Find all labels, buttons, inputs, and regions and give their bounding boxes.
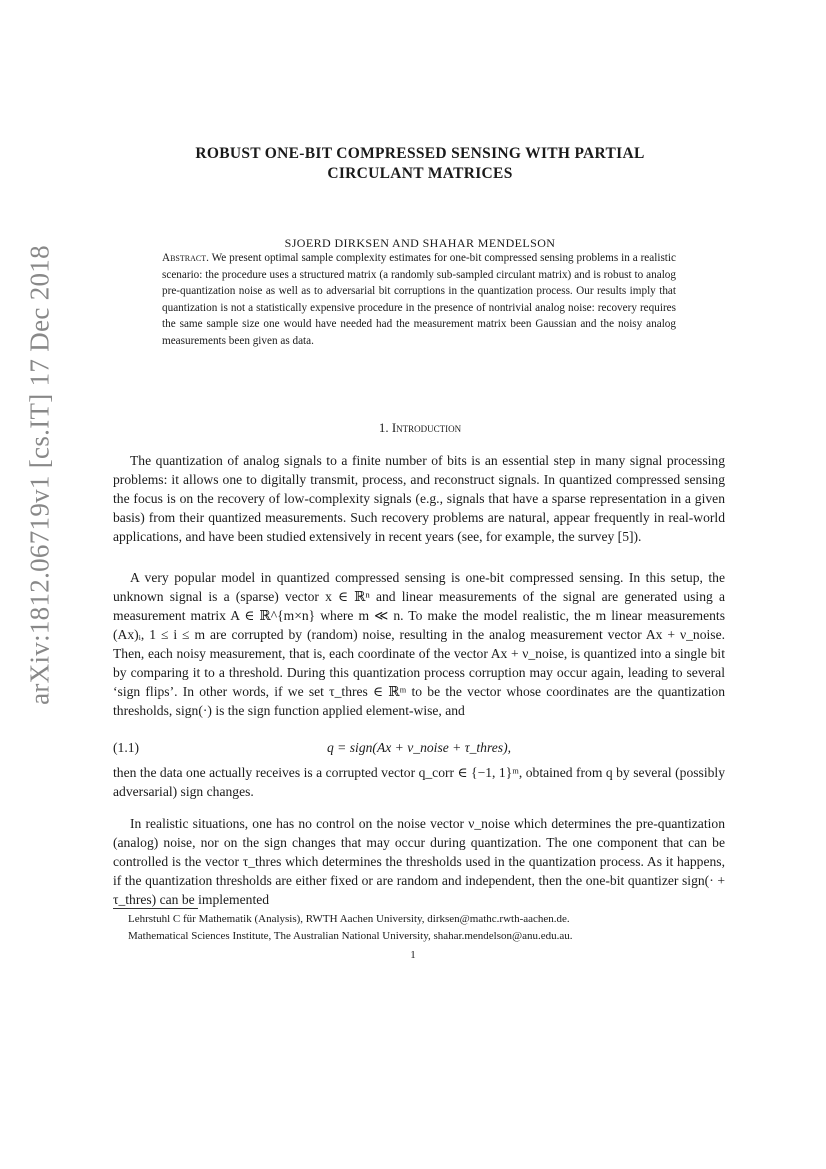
- arxiv-identifier: arXiv:1812.06719v1 [cs.IT] 17 Dec 2018: [24, 245, 55, 705]
- abstract-text: We present optimal sample complexity estimates for one-bit compressed sensing problems in a realistic scenario: the procedure uses a structured matrix (a randomly sub-sampled circulant matrix) and is robust to analog pre-quantization noise as well as to adversarial bit corruptions in the quantization process. Our results imply that quantization is not a statistically expensive procedure in the presence of nontrivial analog noise: recovery requires the same sample size one would have needed had the measurement matrix been Gaussian and the noisy analog measurements been given as data.: [162, 252, 676, 347]
- arxiv-identifier-sidebar: [22, 245, 58, 705]
- paragraph-1: The quantization of analog signals to a finite number of bits is an essential step in many signal processing problems: it allows one to digitally transmit, process, and reconstruct signals. In quantized compressed sensing the focus is on the recovery of low-complexity signals (e.g., signals that have a sparse representation in a given basis) from their quantized measurements. Such recovery problems are natural, appear frequently in real-world applications, and have been studied extensively in recent years (see, for example, the survey [5]).: [113, 453, 725, 544]
- section-heading: [110, 420, 730, 436]
- equation-number: (1.1): [113, 740, 140, 755]
- authors: SJOERD DIRKSEN AND SHAHAR MENDELSON: [284, 236, 556, 250]
- section-title: Introduction: [391, 420, 462, 435]
- footnote-rule: [113, 908, 198, 909]
- title-line-2: CIRCULANT MATRICES: [327, 165, 513, 182]
- paragraph-4: In realistic situations, one has no control on the noise vector ν_noise which determines the pre-quantization (analog) noise, nor on the sign changes that may occur during quantization. The one component that can be controlled is the vector τ_thres which determines the thresholds used in the quantization process. As it happens, if the quantization thresholds are either fixed or are random and independent, then the one-bit quantizer sign(· + τ_thres) can be implemented: [113, 816, 725, 907]
- title-line-1: ROBUST ONE-BIT COMPRESSED SENSING WITH PARTIAL: [195, 145, 645, 162]
- page-number: 1: [410, 949, 416, 961]
- equation-1-1: [113, 740, 725, 760]
- footnote-1: Lehrstuhl C für Mathematik (Analysis), RWTH Aachen University, dirksen@mathc.rwth-aachen.de.: [128, 913, 570, 925]
- paper-title: [110, 144, 730, 184]
- equation-body: q = sign(Ax + ν_noise + τ_thres),: [326, 740, 512, 755]
- paragraph-2: A very popular model in quantized compressed sensing is one-bit compressed sensing. In this setup, the unknown signal is a (sparse) vector x ∈ ℝⁿ and linear measurements of the signal are generated using a measurement matrix A ∈ ℝ^{m×n} where m ≪ n. To make the model realistic, the m linear measurements (Ax)ᵢ, 1 ≤ i ≤ m are corrupted by (random) noise, resulting in the analog measurement vector Ax + ν_noise. Then, each noisy measurement, that is, each coordinate of the vector Ax + ν_noise, is quantized into a single bit by comparing it to a threshold. During this quantization process corruption may occur again, leading to several ‘sign flips’. In other words, if we set τ_thres ∈ ℝᵐ to be the vector whose coordinates are the quantization thresholds, sign(·) is the sign function applied element-wise, and: [113, 570, 725, 718]
- abstract-label: Abstract.: [162, 252, 209, 264]
- section-number: 1.: [378, 420, 389, 435]
- paragraph-3: then the data one actually receives is a corrupted vector q_corr ∈ {−1, 1}ᵐ, obtained from q by several (possibly adversarial) sign changes.: [113, 765, 725, 799]
- footnote-2: Mathematical Sciences Institute, The Australian National University, shahar.mendelson@anu.edu.au.: [128, 930, 573, 942]
- abstract: [162, 250, 676, 350]
